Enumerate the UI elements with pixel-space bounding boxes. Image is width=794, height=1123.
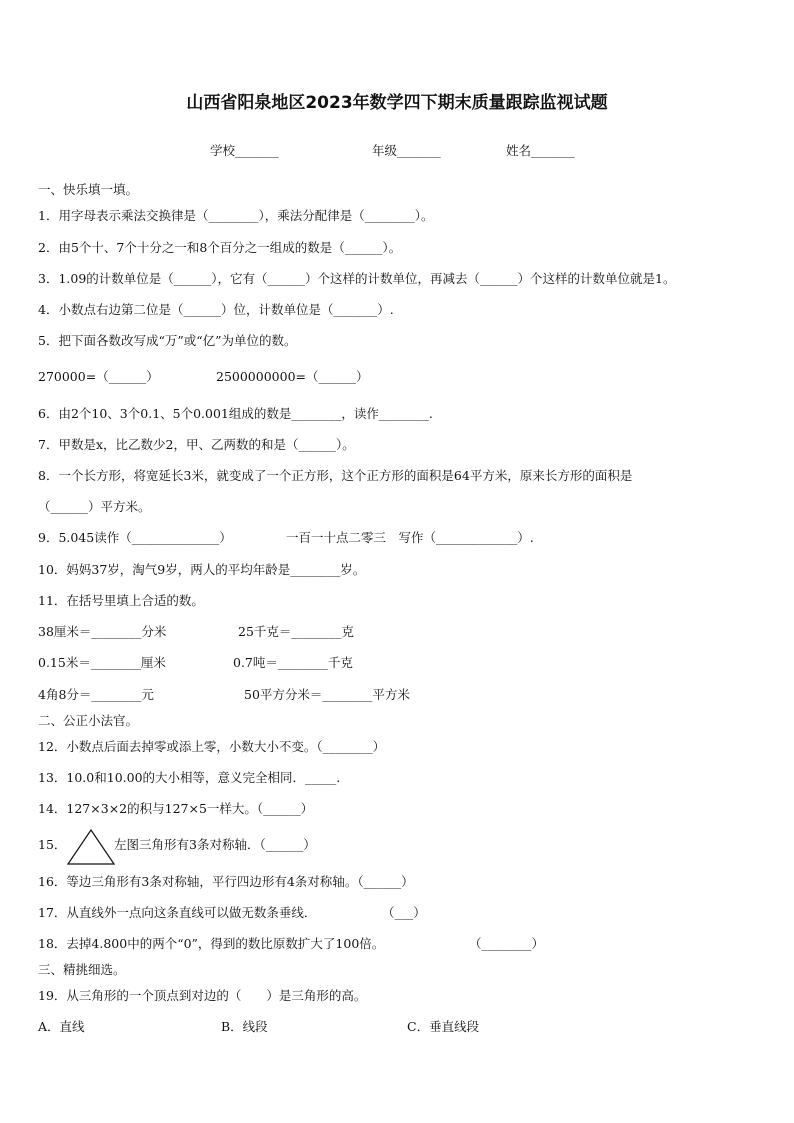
question-11a: 38厘米＝________分米 [38,624,167,639]
question-15: 左图三角形有3条对称轴．（______） [114,837,316,852]
question-17-answer: （___） [382,905,426,920]
question-11d: 0.7吨＝________千克 [233,655,353,670]
question-7: 7．甲数是x，比乙数少2，甲、乙两数的和是（______）。 [38,437,355,452]
question-16: 16．等边三角形有3条对称轴，平行四边形有4条对称轴。（______） [38,874,414,889]
question-9b: 一百一十点二零三 写作（_____________）. [286,530,534,545]
question-12: 12．小数点后面去掉零或添上零，小数大小不变。（________） [38,739,386,754]
option-b: B．线段 [221,1019,268,1034]
question-4: 4．小数点右边第二位是（______）位，计数单位是（_______）. [38,302,394,317]
triangle-figure [67,829,115,865]
section-heading-3: 三、精挑细选。 [38,962,126,977]
question-15-number: 15． [38,837,67,852]
question-11e: 4角8分＝________元 [38,687,154,702]
question-9a: 9．5.045读作（______________） [38,530,232,545]
question-3: 3．1.09的计数单位是（______），它有（______）个这样的计数单位，再减去（______）个这样的计数单位就是1。 [38,271,676,286]
question-5b: 2500000000=（______） [216,369,369,384]
name-field: 姓名_______ [506,143,575,158]
question-10: 10．妈妈37岁，淘气9岁，两人的平均年龄是________岁。 [38,562,366,577]
question-19: 19．从三角形的一个顶点到对边的（ ）是三角形的高。 [38,988,367,1003]
question-14: 14．127×3×2的积与127×5一样大。（______） [38,801,314,816]
school-field: 学校_______ [210,143,279,158]
question-2: 2．由5个十、7个十分之一和8个百分之一组成的数是（______）。 [38,240,402,255]
page-title: 山西省阳泉地区2023年数学四下期末质量跟踪监视试题 [186,93,608,113]
question-5: 5．把下面各数改写成“万”或“亿”为单位的数。 [38,333,297,348]
question-5a: 270000=（______） [38,369,159,384]
option-c: C．垂直线段 [407,1019,480,1034]
question-17: 17．从直线外一点向这条直线可以做无数条垂线． [38,905,317,920]
question-18-answer: （________） [469,936,545,951]
question-6: 6．由2个10、3个0.1、5个0.001组成的数是________，读作________. [38,406,433,421]
question-8: 8．一个长方形，将宽延长3米，就变成了一个正方形，这个正方形的面积是64平方米，原来长方形的面积是 [38,468,633,483]
question-11c: 0.15米＝________厘米 [38,655,166,670]
question-11b: 25千克＝________克 [238,624,354,639]
section-heading-2: 二、公正小法官。 [38,713,139,728]
section-heading-1: 一、快乐填一填。 [38,182,139,197]
question-13: 13．10.0和10.00的大小相等，意义完全相同．_____. [38,770,341,785]
question-8-answer: （______）平方米。 [38,499,151,514]
question-11f: 50平方分米＝________平方米 [244,687,410,702]
question-11: 11．在括号里填上合适的数。 [38,593,204,608]
question-18: 18．去掉4.800中的两个“0”，得到的数比原数扩大了100倍。 [38,936,385,951]
question-1: 1．用字母表示乘法交换律是（________），乘法分配律是（________）。 [38,208,434,223]
grade-field: 年级_______ [372,143,441,158]
option-a: A．直线 [38,1019,85,1034]
